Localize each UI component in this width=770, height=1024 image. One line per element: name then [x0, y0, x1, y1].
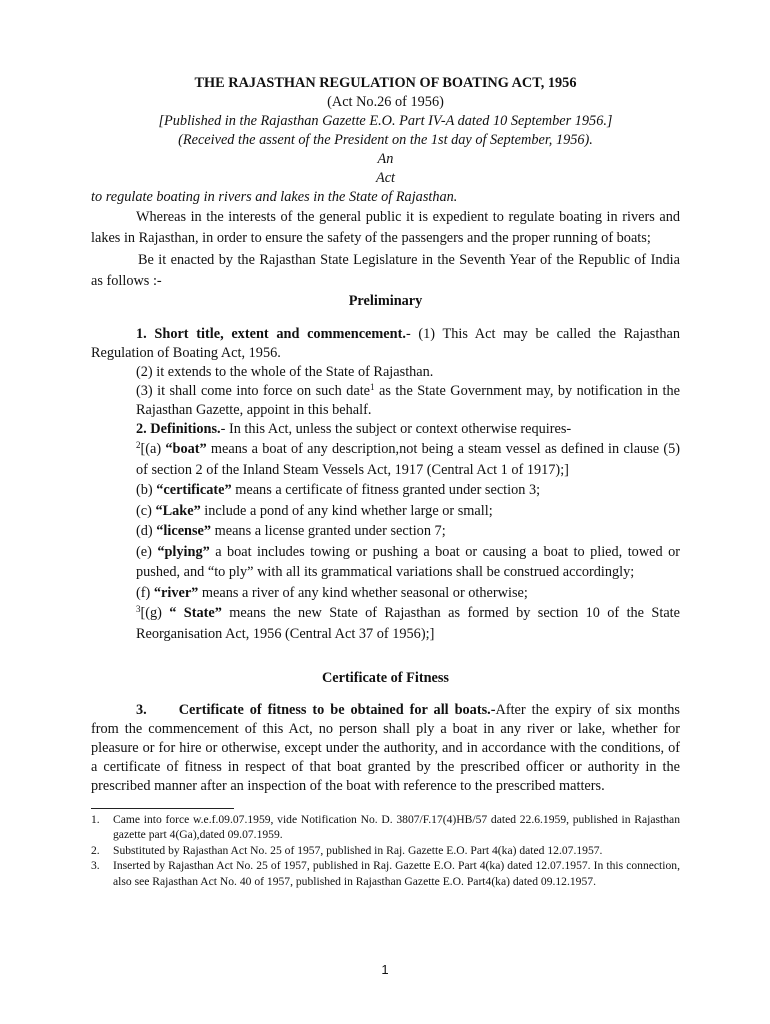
section-1-sub-3: (3) it shall come into force on such date$^1$ as the State Government may, by notification in the Rajasthan Gazette, appoint in this behalf. [136, 382, 680, 418]
section-2-heading: 2. Definitions. [136, 421, 221, 437]
definition-license: (d) “license” means a license granted under section 7; [136, 523, 446, 539]
act-purpose: to regulate boating in rivers and lakes in the State of Rajasthan. [91, 189, 458, 205]
section-1-heading: 1. Short title, extent and commencement. [136, 326, 406, 342]
section-3-heading: Certificate of fitness to be obtained for all boats.- [178, 702, 496, 718]
footnote-divider [91, 808, 234, 809]
assent-note: (Received the assent of the President on the 1st day of September, 1956). [178, 132, 593, 148]
page-number: 1 [381, 962, 389, 977]
act-title: THE RAJASTHAN REGULATION OF BOATING ACT, 1956 [194, 75, 577, 91]
section-1-sub-2: (2) it extends to the whole of the State of Rajasthan. [136, 364, 434, 380]
section-2: 2. Definitions.- In this Act, unless the subject or context otherwise requires- [136, 421, 572, 437]
publication-note: [Published in the Rajasthan Gazette E.O. Part IV-A dated 10 September 1956.] [158, 113, 613, 129]
whereas-paragraph: Whereas in the interests of the general public it is expedient to regulate boating in rivers and lakes in Rajasthan, in order to ensure the safety of the passengers and the proper running of boats; [91, 209, 680, 246]
definition-certificate: (b) “certificate” means a certificate of fitness granted under section 3; [136, 482, 541, 498]
section-3 [91, 701, 680, 796]
definitions-list [91, 439, 680, 644]
act-label: Act [375, 170, 396, 186]
definition-lake: (c) “Lake” include a pond of any kind whether large or small; [136, 502, 493, 519]
document-page [91, 74, 680, 889]
section-1 [91, 325, 680, 363]
definition-boat: $^2$[(a) “boat” means a boat of any description,not being a steam vessel as defined in clause (5) of section 2 of the Inland Steam Vessels Act, 1917 (Central Act 1 of 1917);] [136, 440, 681, 478]
footnote-2: 2. Substituted by Rajasthan Act No. 25 of 1957, published in Raj. Gazette E.O. Part 4(ka) dated 12.07.1957. [91, 843, 603, 857]
footnote-1: 1. Came into force w.e.f.09.07.1959, vide Notification No. D. 3807/F.17(4)HB/57 dated 22.6.1959, published in Rajasthan gazette part 4(Ga),dated 09.07.1959. [91, 813, 680, 842]
an-label: An [377, 151, 394, 167]
act-number: (Act No.26 of 1956) [327, 94, 444, 110]
definition-river: (f) “river” means a river of any kind whether seasonal or otherwise; [136, 584, 528, 601]
definition-plying: (e) “plying” a boat includes towing or pushing a boat or causing a boat to plied, towed or pushed, and “to ply” with all its grammatical variations shall be construed accordingly; [136, 543, 680, 580]
certificate-of-fitness-heading: Certificate of Fitness [321, 670, 450, 686]
enacting-paragraph: Be it enacted by the Rajasthan State Legislature in the Seventh Year of the Republic of India as follows :- [91, 252, 680, 289]
definition-state: $^3$[(g) “ State” means the new State of Rajasthan as formed by section 10 of the State Reorganisation Act, 1956 (Central Act 37 of 1956);] [136, 604, 680, 642]
footnote-3: 3. Inserted by Rajasthan Act No. 25 of 1957, published in Raj. Gazette E.O. Part 4(ka) dated 12.07.1957. In this connection, also see Rajasthan Act No. 40 of 1957, published in Rajasthan Gazette E.O. Part4(ka) dated 09.12.1957. [91, 859, 680, 888]
footnote-ref-2: 2 [136, 440, 141, 450]
footnote-ref-3: 3 [136, 604, 141, 614]
section-3-number: 3. [136, 702, 147, 718]
section-1-text: - (1) This Act may be called the Rajasthan Regulation of Boating Act, 1956. [91, 326, 680, 361]
section-3-text: After the expiry of six months from the commencement of this Act, no person shall ply a boat in any river or lake, whether for pleasure or for hire or otherwise, except under the authority, and in accordance with the conditions, of a certificate of fitness in respect of that boat granted by the prescribed officer or authority in the prescribed manner after an inspection of the boat with reference to the prescribed matters. [91, 702, 680, 794]
preliminary-heading: Preliminary [348, 293, 423, 309]
footnote-ref-1: 1 [370, 382, 375, 392]
